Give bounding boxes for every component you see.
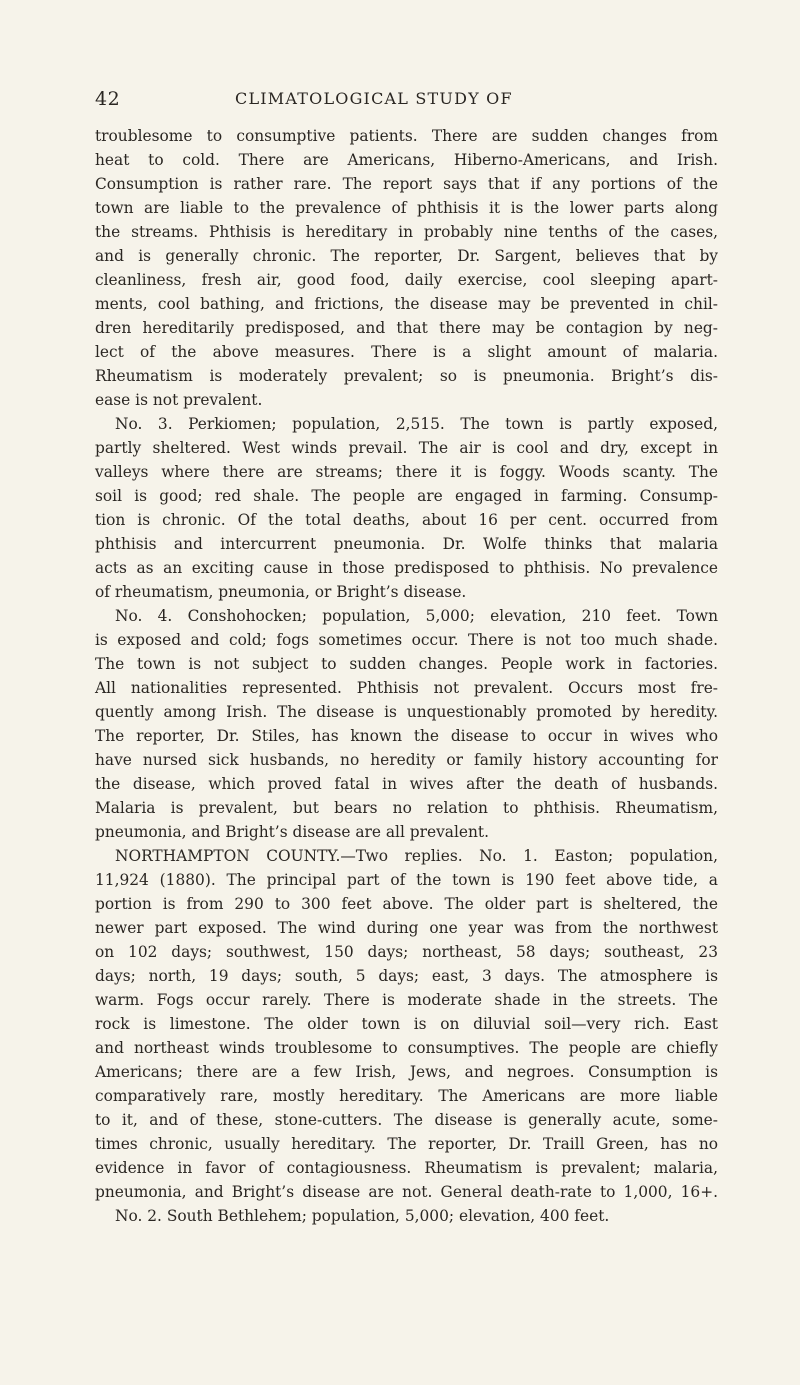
text-line: pneumonia, and Bright’s disease are all prevalent. [95, 823, 490, 841]
text-line: dren hereditarily predisposed, and that there may be contagion by neg- [95, 319, 718, 337]
text-line: portion is from 290 to 300 feet above. The older part is sheltered, the [95, 895, 718, 913]
text-line: rock is limestone. The older town is on diluvial soil—very rich. East [95, 1015, 718, 1033]
text-line: lect of the above measures. There is a slight amount of malaria. [95, 343, 718, 361]
text-line: 11,924 (1880). The principal part of the town is 190 feet above tide, a [95, 871, 718, 889]
text-line: heat to cold. There are Americans, Hiberno-Americans, and Irish. [95, 151, 718, 169]
text-line: valleys where there are streams; there it is foggy. Woods scanty. The [95, 463, 718, 481]
text-line: have nursed sick husbands, no heredity or family history accounting for [95, 751, 718, 769]
text-line: partly sheltered. West winds prevail. The air is cool and dry, except in [95, 439, 718, 457]
text-line: tion is chronic. Of the total deaths, about 16 per cent. occurred from [95, 511, 718, 529]
text-line: the disease, which proved fatal in wives after the death of husbands. [95, 775, 718, 793]
text-line: comparatively rare, mostly hereditary. The Americans are more liable [95, 1087, 718, 1105]
body-text [95, 124, 718, 1228]
text-line: troublesome to consumptive patients. There are sudden changes from [95, 127, 718, 145]
text-line: the streams. Phthisis is hereditary in probably nine tenths of the cases, [95, 223, 718, 241]
text-line: quently among Irish. The disease is unquestionably promoted by heredity. [95, 703, 718, 721]
text-line: Malaria is prevalent, but bears no relation to phthisis. Rheumatism, [95, 799, 718, 817]
text-line: days; north, 19 days; south, 5 days; east, 3 days. The atmosphere is [95, 967, 718, 985]
text-line: and northeast winds troublesome to consumptives. The people are chiefly [95, 1039, 718, 1057]
text-line: phthisis and intercurrent pneumonia. Dr. Wolfe thinks that malaria [95, 535, 718, 553]
text-line: warm. Fogs occur rarely. There is moderate shade in the streets. The [95, 991, 718, 1009]
text-line: of rheumatism, pneumonia, or Bright’s disease. [95, 583, 467, 601]
text-line: Rheumatism is moderately prevalent; so is pneumonia. Bright’s dis- [95, 367, 718, 385]
text-line: Consumption is rather rare. The report says that if any portions of the [95, 175, 718, 193]
page-header [95, 88, 718, 114]
text-line: is exposed and cold; fogs sometimes occur. There is not too much shade. [95, 631, 718, 649]
page-number: 42 [95, 88, 121, 110]
text-line: acts as an exciting cause in those predisposed to phthisis. No prevalence [95, 559, 718, 577]
text-line: NORTHAMPTON COUNTY.—Two replies. No. 1. Easton; population, [115, 847, 718, 865]
text-line: cleanliness, fresh air, good food, daily exercise, cool sleeping apart- [95, 271, 718, 289]
text-line: The reporter, Dr. Stiles, has known the disease to occur in wives who [95, 727, 718, 745]
text-line: times chronic, usually hereditary. The reporter, Dr. Traill Green, has no [95, 1135, 718, 1153]
text-line: ments, cool bathing, and frictions, the disease may be prevented in chil- [95, 295, 718, 313]
text-line: The town is not subject to sudden changes. People work in factories. [95, 655, 718, 673]
text-line: and is generally chronic. The reporter, Dr. Sargent, believes that by [95, 247, 718, 265]
text-line: pneumonia, and Bright’s disease are not. General death-rate to 1,000, 16+. [95, 1183, 718, 1201]
text-line: ease is not prevalent. [95, 391, 263, 409]
text-line: Americans; there are a few Irish, Jews, and negroes. Consumption is [95, 1063, 718, 1081]
text-line: No. 2. South Bethlehem; population, 5,000; elevation, 400 feet. [115, 1207, 610, 1225]
text-line: evidence in favor of contagiousness. Rheumatism is prevalent; malaria, [95, 1159, 718, 1177]
text-line: town are liable to the prevalence of phthisis it is the lower parts along [95, 199, 718, 217]
text-line: No. 4. Conshohocken; population, 5,000; elevation, 210 feet. Town [115, 607, 718, 625]
text-line: soil is good; red shale. The people are engaged in farming. Consump- [95, 487, 718, 505]
text-line: No. 3. Perkiomen; population, 2,515. The town is partly exposed, [115, 415, 718, 433]
text-line: All nationalities represented. Phthisis not prevalent. Occurs most fre- [95, 679, 718, 697]
text-line: to it, and of these, stone-cutters. The disease is generally acute, some- [95, 1111, 718, 1129]
text-line: on 102 days; southwest, 150 days; northeast, 58 days; southeast, 23 [95, 943, 718, 961]
running-head: CLIMATOLOGICAL STUDY OF [235, 89, 513, 108]
text-line: newer part exposed. The wind during one year was from the northwest [95, 919, 718, 937]
